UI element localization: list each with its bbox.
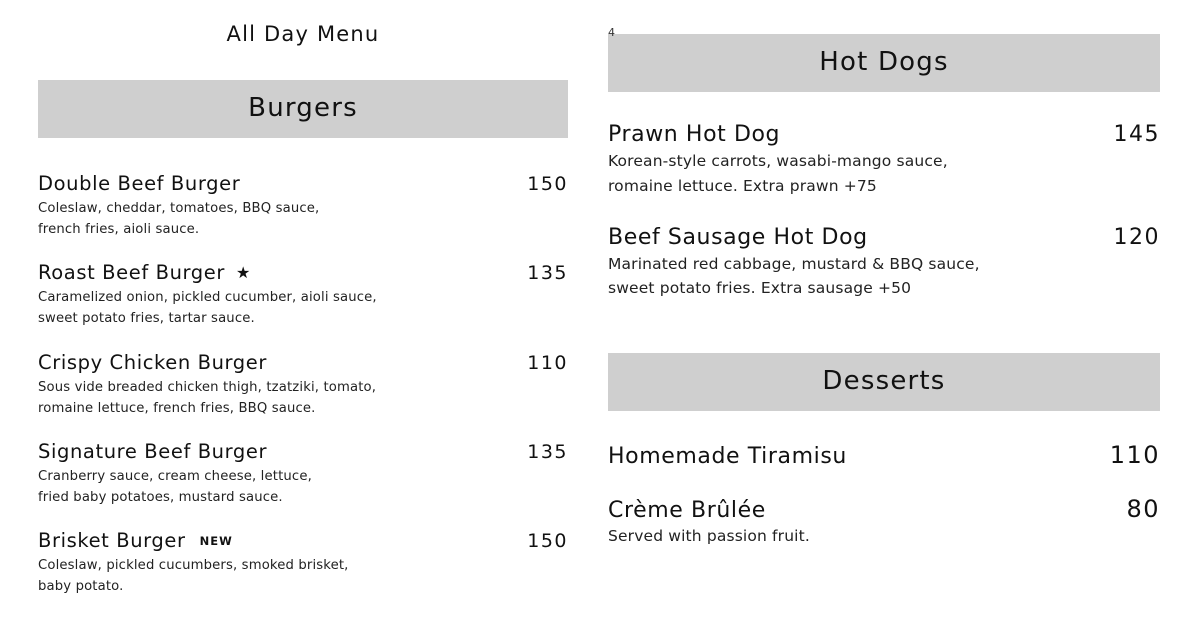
menu-item-name: Roast Beef Burger (38, 261, 225, 285)
menu-item-description-line: baby potato. (38, 579, 124, 595)
menu-item-price: 135 (527, 262, 568, 285)
menu-item-name-wrap (38, 172, 240, 195)
menu-item-name-wrap (608, 498, 766, 523)
menu-item-name-wrap (38, 440, 267, 463)
desserts-item-list (608, 441, 1160, 549)
menu-item-head (608, 495, 1160, 523)
menu-item[interactable] (608, 441, 1160, 469)
menu-item-description-line: Coleslaw, cheddar, tomatoes, BBQ sauce, (38, 201, 320, 216)
menu-item[interactable] (38, 529, 568, 597)
menu-item-description-line: Served with passion fruit. (608, 527, 810, 546)
menu-item-description-line: romaine lettuce. Extra prawn +75 (608, 176, 877, 195)
menu-item-name: Prawn Hot Dog (608, 122, 781, 147)
menu-item[interactable] (38, 172, 568, 240)
menu-item-name: Signature Beef Burger (38, 439, 268, 463)
menu-item-description-line: sweet potato fries. Extra sausage +50 (608, 279, 912, 298)
page-title: All Day Menu (226, 22, 380, 46)
menu-item[interactable] (608, 495, 1160, 549)
menu-item-head (38, 261, 568, 284)
menu-item-description (608, 524, 1128, 549)
burgers-item-list (38, 172, 568, 597)
section-heading-burgers: Burgers (38, 80, 568, 138)
menu-item[interactable] (608, 225, 1160, 302)
menu-item-name-wrap (608, 225, 868, 250)
menu-item-description (608, 252, 1128, 302)
menu-item-description-line: romaine lettuce, french fries, BBQ sauce. (38, 400, 316, 416)
menu-item-price: 145 (1113, 122, 1160, 147)
menu-item-description-line: fried baby potatoes, mustard sauce. (38, 489, 283, 505)
menu-item-name: Homemade Tiramisu (608, 444, 847, 470)
menu-item-head (608, 441, 1160, 469)
menu-item-price: 110 (527, 351, 568, 374)
menu-item-name-wrap (608, 444, 847, 469)
menu-item[interactable] (38, 351, 568, 419)
menu-item-name-wrap (38, 529, 233, 552)
menu-item-price: 150 (527, 173, 568, 195)
menu-item-description-line: Sous vide breaded chicken thigh, tzatziki, tomato, (38, 379, 377, 395)
menu-item-price: 80 (1126, 495, 1160, 524)
menu-item[interactable] (608, 122, 1160, 199)
menu-item-name: Double Beef Burger (38, 172, 241, 195)
menu-column-left (38, 12, 568, 630)
menu-item-description (608, 149, 1128, 199)
menu-item-description-line: french fries, aioli sauce. (38, 222, 200, 238)
menu-item-description (38, 198, 468, 240)
section-heading-desserts: Desserts (608, 353, 1160, 411)
menu-item-price: 120 (1113, 224, 1160, 250)
menu-item-description (38, 287, 468, 329)
menu-item-head (38, 440, 568, 463)
column-gap (568, 12, 608, 630)
menu-item-price: 150 (527, 530, 568, 552)
menu-item-head (38, 172, 568, 195)
menu-item-head (608, 122, 1160, 147)
menu-item-price: 110 (1109, 441, 1160, 470)
menu-item-name: Beef Sausage Hot Dog (608, 224, 868, 250)
menu-item[interactable] (38, 261, 568, 329)
menu-item-name-wrap (38, 351, 267, 374)
menu-item-description-line: Coleslaw, pickled cucumbers, smoked brisket, (38, 558, 349, 573)
menu-item-name: Brisket Burger (38, 529, 186, 552)
menu-item-description-line: Korean-style carrots, wasabi-mango sauce, (608, 152, 948, 170)
hot-dogs-item-list (608, 122, 1160, 301)
menu-item-head (608, 225, 1160, 250)
menu-item-description (38, 466, 468, 508)
menu-item-name-wrap (38, 261, 250, 284)
menu-item-price: 135 (527, 440, 568, 463)
menu-item-name-wrap (608, 122, 780, 147)
page-number: 4 (608, 26, 615, 39)
menu-item-description-line: sweet potato fries, tartar sauce. (38, 311, 255, 327)
section-heading-hot-dogs: Hot Dogs (608, 34, 1160, 92)
menu-item-name: Crème Brûlée (608, 498, 766, 524)
menu-item-description (38, 377, 468, 419)
menu-item-head (38, 529, 568, 552)
menu-item-description-line: Caramelized onion, pickled cucumber, aioli sauce, (38, 290, 377, 306)
menu-item-description (38, 555, 468, 597)
menu-item-description-line: Cranberry sauce, cream cheese, lettuce, (38, 468, 312, 484)
menu-item-name: Crispy Chicken Burger (38, 350, 267, 374)
menu-column-right (608, 12, 1160, 630)
star-icon: ★ (236, 262, 251, 282)
menu-item[interactable] (38, 440, 568, 508)
new-badge: NEW (199, 533, 233, 548)
menu-item-description-line: Marinated red cabbage, mustard & BBQ sauce, (608, 254, 980, 273)
menu-item-head (38, 351, 568, 374)
